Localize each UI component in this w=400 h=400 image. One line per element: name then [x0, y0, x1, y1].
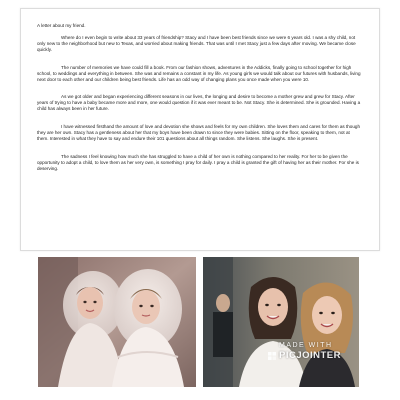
picjointer-logo-icon [268, 352, 276, 360]
letter-paragraph-3: As we got older and began experiencing different seasons in our lives, the longing and desire to become a mother grew and grew for Stacy. After years of trying to have a baby became more and more, one would question if it was ever meant to be. Not Stacy. She is determined. She is grounded. Having a child has always been in her future. [37, 94, 361, 112]
letter-document [20, 8, 380, 251]
adult-photo-image [203, 257, 359, 387]
picjointer-watermark [268, 342, 358, 361]
childhood-photo-image [38, 257, 196, 387]
adult-photo [203, 257, 359, 387]
letter-paragraph-1: Where do I even begin to write about 33 years of friendship? Stacy and I have been best friends since we were 6 years old. I was a shy child, not only new to the neighborhood but new to Texas, and worried about making friends. That was until I met Stacy just a few days after moving. We became close quickly. [37, 35, 356, 52]
watermark-line2-row [268, 350, 358, 361]
letter-paragraph-2: The number of memories we have could fill a book. From our fashion shows, adventures in the Addicks, finally going to school together for high school, to weddings and everything in between. She was and remains a constant in my life. As young girls we would talk about our futures with husbands, living next door to each other and our children being best friends. Life has an odd way of changing plans you once made when you were 10. [37, 64, 361, 82]
childhood-photo [38, 257, 196, 387]
letter-heading: A letter about my friend. [37, 23, 86, 28]
letter-paragraph-5: The sadness I feel knowing how much she has struggled to have a child of her own is nothing compared to her reality. For her to be given the opportunity to adopt a child, to love them as her very own, is something I pray for daily. I pray a child is granted the gift of having her as their mother. For she is deserving. [37, 153, 359, 171]
watermark-line2: PICJOINTER [279, 350, 342, 361]
letter-paragraph-4: I have witnessed firsthand the amount of love and devotion she shows and feels for my own children. She loves them and cares for them as though they are her own. Stacy has a gentleness about her that my boys have been drawn to since they were babies. Sitting on the floor, speaking to them, not at them. Interested in what they have to say and endure their 101 questions about all things random. She listens. She laughs. She is present. [37, 124, 361, 141]
watermark-line1: MADE WITH [279, 342, 333, 349]
